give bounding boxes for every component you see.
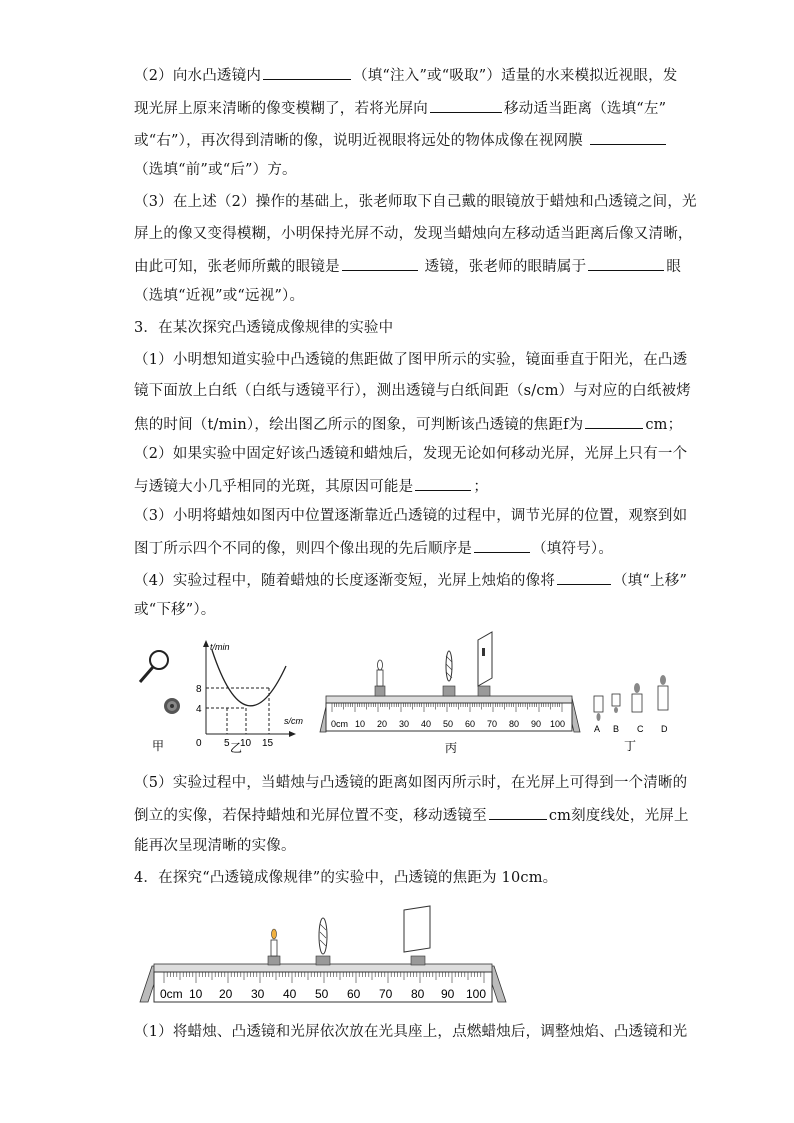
- ruler2-tick-80: 80: [411, 987, 425, 1001]
- answer-blank[interactable]: [557, 569, 611, 585]
- image-label-d: D: [661, 724, 668, 734]
- q2-part2-line2: 现光屏上原来清晰的像变模糊了，若将光屏向 移动适当距离（选填“左”: [134, 97, 666, 119]
- label-ding: 丁: [624, 739, 637, 753]
- label-jia: 甲: [152, 739, 165, 753]
- ruler-tick-30: 30: [399, 719, 410, 729]
- experiment-figure-2: [134, 900, 514, 1012]
- q2-part3-line2: 屏上的像又变得模糊，小明保持光屏不动，发现当蜡烛向左移动适当距离后像又清晰，: [134, 226, 693, 242]
- q2-part3-line1: （3）在上述（2）操作的基础上，张老师取下自己戴的眼镜放于蜡烛和凸透镜之间，光: [134, 194, 697, 210]
- q4-title: 4．在探究“凸透镜成像规律”的实验中，凸透镜的焦距为 10cm。: [134, 870, 558, 886]
- image-label-b: B: [613, 724, 620, 734]
- burn-spot-icon: [164, 698, 180, 714]
- ruler2-tick-60: 60: [347, 987, 361, 1001]
- ruler2-tick-50: 50: [315, 987, 329, 1001]
- label-yi: 乙: [230, 741, 243, 755]
- ruler2-tick-70: 70: [379, 987, 393, 1001]
- answer-blank[interactable]: [588, 255, 664, 271]
- light-screen-icon: [478, 632, 492, 696]
- ruler-tick-20: 20: [377, 719, 388, 729]
- graph-origin: 0: [196, 738, 202, 749]
- q3-part2-line1: （2）如果实验中固定好该凸透镜和蜡烛后，发现无论如何移动光屏，光屏上只有一个: [134, 446, 688, 462]
- ruler-tick-50: 50: [443, 719, 454, 729]
- q2-part2-line4: （选填“前”或“后”）方。: [134, 162, 297, 178]
- focal-graph: [196, 640, 304, 749]
- ruler2-tick-100: 100: [466, 987, 487, 1001]
- answer-blank[interactable]: [415, 475, 471, 491]
- answer-blank[interactable]: [474, 537, 530, 553]
- q3-part4-line1: （4）实验过程中，随着蜡烛的长度逐渐变短，光屏上烛焰的像将 （填“上移”: [134, 569, 687, 591]
- answer-blank[interactable]: [489, 804, 547, 820]
- ruler2-tick-90: 90: [441, 987, 455, 1001]
- ruler-tick-90: 90: [531, 719, 542, 729]
- q3-part1-line1: （1）小明想知道实验中凸透镜的焦距做了图甲所示的实验，镜面垂直于阳光，在凸透: [134, 352, 688, 368]
- q4-part1-line1: （1）将蜡烛、凸透镜和光屏依次放在光具座上，点燃蜡烛后，调整烛焰、凸透镜和光: [134, 1024, 688, 1040]
- ruler-tick-10: 10: [355, 719, 366, 729]
- answer-blank[interactable]: [342, 255, 418, 271]
- image-label-a: A: [594, 724, 601, 734]
- q2-part3-line4: （选填“近视”或“远视”）。: [134, 288, 305, 304]
- magnifier-icon: [140, 651, 168, 682]
- answer-blank[interactable]: [590, 129, 666, 145]
- q2-part2-line3: 或“右”），再次得到清晰的像，说明近视眼将远处的物体成像在视网膜: [134, 129, 668, 151]
- ruler-tick-100: 100: [550, 719, 566, 729]
- optical-bench: [320, 632, 580, 732]
- y-tick-8: 8: [196, 684, 202, 695]
- q3-part5-line2: 倒立的实像，若保持蜡烛和光屏位置不变，移动透镜至 cm刻度线处，光屏上: [134, 804, 689, 826]
- lens-icon: [443, 651, 455, 696]
- q3-part2-line2: 与透镜大小几乎相同的光斑，其原因可能是 ；: [134, 475, 488, 497]
- answer-blank[interactable]: [585, 413, 643, 429]
- answer-blank[interactable]: [263, 64, 351, 80]
- ruler2-tick-40: 40: [283, 987, 297, 1001]
- ruler2-tick-0: 0cm: [160, 987, 183, 1001]
- ruler-tick-60: 60: [465, 719, 476, 729]
- answer-blank[interactable]: [430, 97, 502, 113]
- x-tick-10: 10: [240, 738, 252, 749]
- q3-part4-line2: 或“下移”）。: [134, 602, 216, 618]
- y-tick-4: 4: [196, 704, 202, 715]
- q3-title: 3．在某次探究凸透镜成像规律的实验中: [134, 320, 394, 336]
- ruler2-tick-10: 10: [189, 987, 203, 1001]
- q3-part1-line3: 焦的时间（t/min），绘出图乙所示的图象，可判断该凸透镜的焦距f为 cm；: [134, 413, 682, 435]
- experiment-figure-1: [134, 628, 674, 758]
- candle-icon: [375, 660, 385, 696]
- q3-part1-line2: 镜下面放上白纸（白纸与透镜平行），测出透镜与白纸间距（s/cm）与对应的白纸被烤: [134, 383, 691, 399]
- q2-part3-line3: 由此可知，张老师所戴的眼镜是 透镜，张老师的眼睛属于 眼: [134, 255, 681, 277]
- x-tick-15: 15: [262, 738, 274, 749]
- image-options: [594, 675, 668, 734]
- x-tick-5: 5: [224, 738, 230, 749]
- q3-part3-line1: （3）小明将蜡烛如图丙中位置逐渐靠近凸透镜的过程中，调节光屏的位置，观察到如: [134, 508, 688, 524]
- ruler-tick-80: 80: [509, 719, 520, 729]
- ruler-tick-70: 70: [487, 719, 498, 729]
- light-screen-icon: [404, 906, 430, 965]
- q3-part5-line3: 能再次呈现清晰的实像。: [134, 838, 296, 854]
- ruler-tick-0: 0cm: [331, 719, 349, 729]
- ruler2-tick-20: 20: [219, 987, 233, 1001]
- graph-x-label: s/cm: [284, 716, 303, 726]
- q2-part2-line1: （2）向水凸透镜内 （填“注入”或“吸取”）适量的水来模拟近视眼，发: [134, 64, 677, 86]
- graph-y-label: t/min: [210, 642, 230, 652]
- image-label-c: C: [637, 724, 644, 734]
- label-bing: 丙: [445, 741, 458, 755]
- lens-icon: [316, 918, 330, 965]
- q3-part5-line1: （5）实验过程中，当蜡烛与凸透镜的距离如图丙所示时，在光屏上可得到一个清晰的: [134, 775, 688, 791]
- q3-part3-line2: 图丁所示四个不同的像，则四个像出现的先后顺序是 （填符号）。: [134, 537, 613, 559]
- ruler2-tick-30: 30: [251, 987, 265, 1001]
- ruler-tick-40: 40: [421, 719, 432, 729]
- candle-icon: [268, 929, 280, 965]
